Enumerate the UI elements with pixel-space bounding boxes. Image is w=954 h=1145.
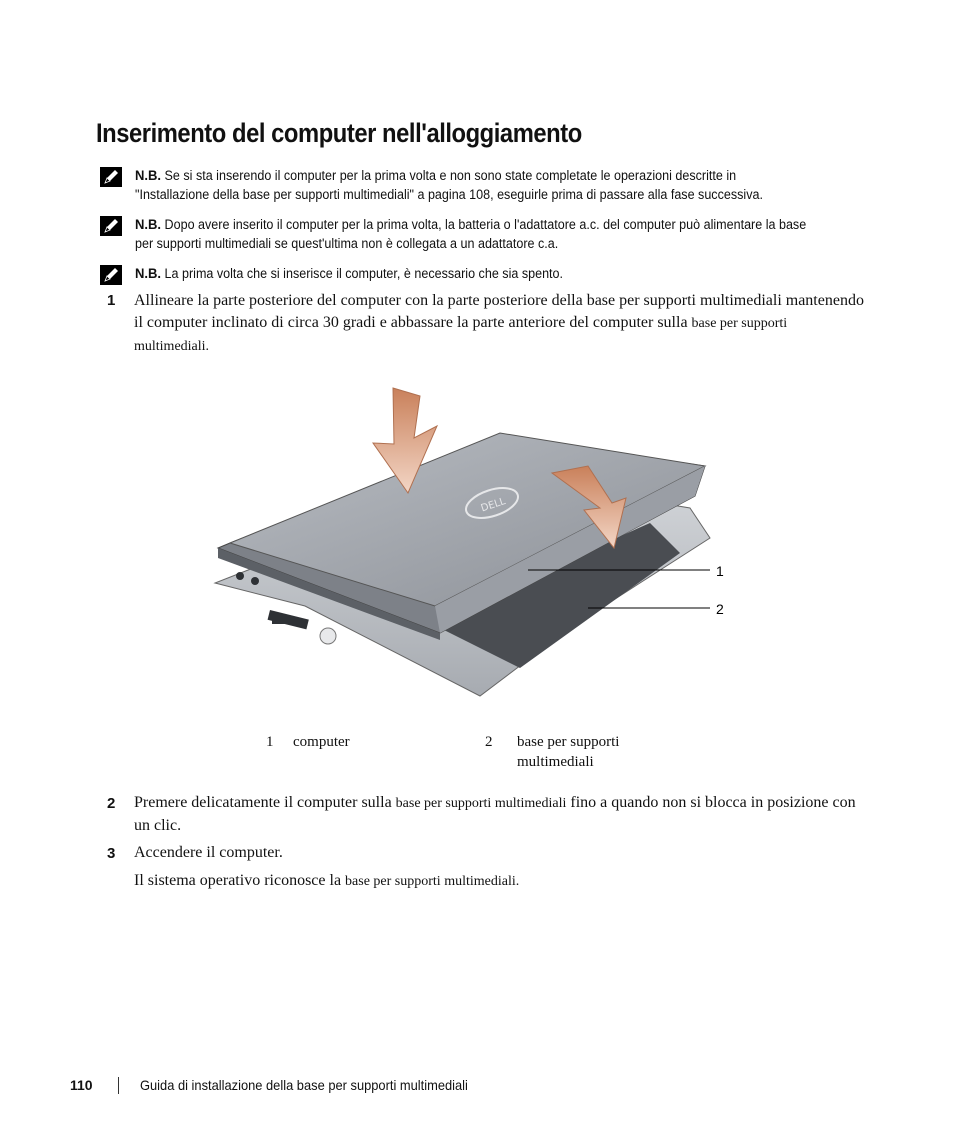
note-label: N.B.: [135, 216, 162, 232]
result-text-main: Il sistema operativo riconosce la: [134, 872, 342, 889]
note-pencil-icon: [100, 167, 122, 187]
page-title: Inserimento del computer nell'alloggiamento: [96, 118, 582, 148]
laptop-dock-illustration: [210, 378, 730, 708]
note-label: N.B.: [135, 167, 162, 183]
callout-1: 1: [716, 563, 724, 579]
note-pencil-icon: [100, 216, 122, 236]
figure-laptop-docking: [210, 378, 730, 708]
step-number: 2: [107, 795, 116, 812]
legend-label-1: computer: [293, 734, 350, 750]
page-number: 110: [70, 1077, 93, 1093]
step-text-small: base per supporti multimediali: [395, 796, 567, 811]
footer-divider: [118, 1077, 119, 1094]
legend-num-2: 2: [485, 734, 493, 750]
note-body: Dopo avere inserito il computer per la prima volta, la batteria o l'adattatore a.c. del computer può alimentare la base per supporti multimediali se quest'ultima non è collegata a un adattatore c.a.: [135, 217, 807, 251]
step-3-text: Accendere il computer.: [134, 844, 283, 861]
note-body: La prima volta che si inserisce il computer, è necessario che sia spento.: [164, 266, 564, 281]
footer-title: Guida di installazione della base per supporti multimediali: [140, 1077, 468, 1093]
step-text-small: base per supporti multimediali.: [134, 316, 788, 354]
result-text: [134, 870, 864, 893]
dell-logo: DELL: [479, 496, 507, 515]
step-number: 1: [107, 292, 116, 309]
step-text: Premere delicatamente il computer sulla: [134, 794, 392, 811]
result-text-small: base per supporti multimediali.: [345, 874, 520, 889]
callout-2: 2: [716, 601, 724, 617]
legend-label-2: base per supporti multimediali: [517, 734, 620, 770]
step-text: fino a quando non si blocca in posizione con un clic.: [134, 794, 856, 834]
step-1-text: [134, 290, 864, 358]
note-body: Se si sta inserendo il computer per la prima volta e non sono state completate le operazioni descritte in "Installazione della base per supporti multimediali" a pagina 108, eseguirle prima di passare alla fase successiva.: [135, 168, 763, 202]
step-text: Allineare la parte posteriore del computer con la parte posteriore della base per supporti multimediali mantenendo il computer inclinato di circa 30 gradi e abbassare la parte anteriore del computer sulla: [134, 292, 864, 331]
note-pencil-icon: [100, 265, 122, 285]
step-2-text: [134, 792, 864, 837]
note-label: N.B.: [135, 265, 162, 281]
step-number: 3: [107, 845, 116, 862]
legend-num-1: 1: [266, 734, 274, 750]
